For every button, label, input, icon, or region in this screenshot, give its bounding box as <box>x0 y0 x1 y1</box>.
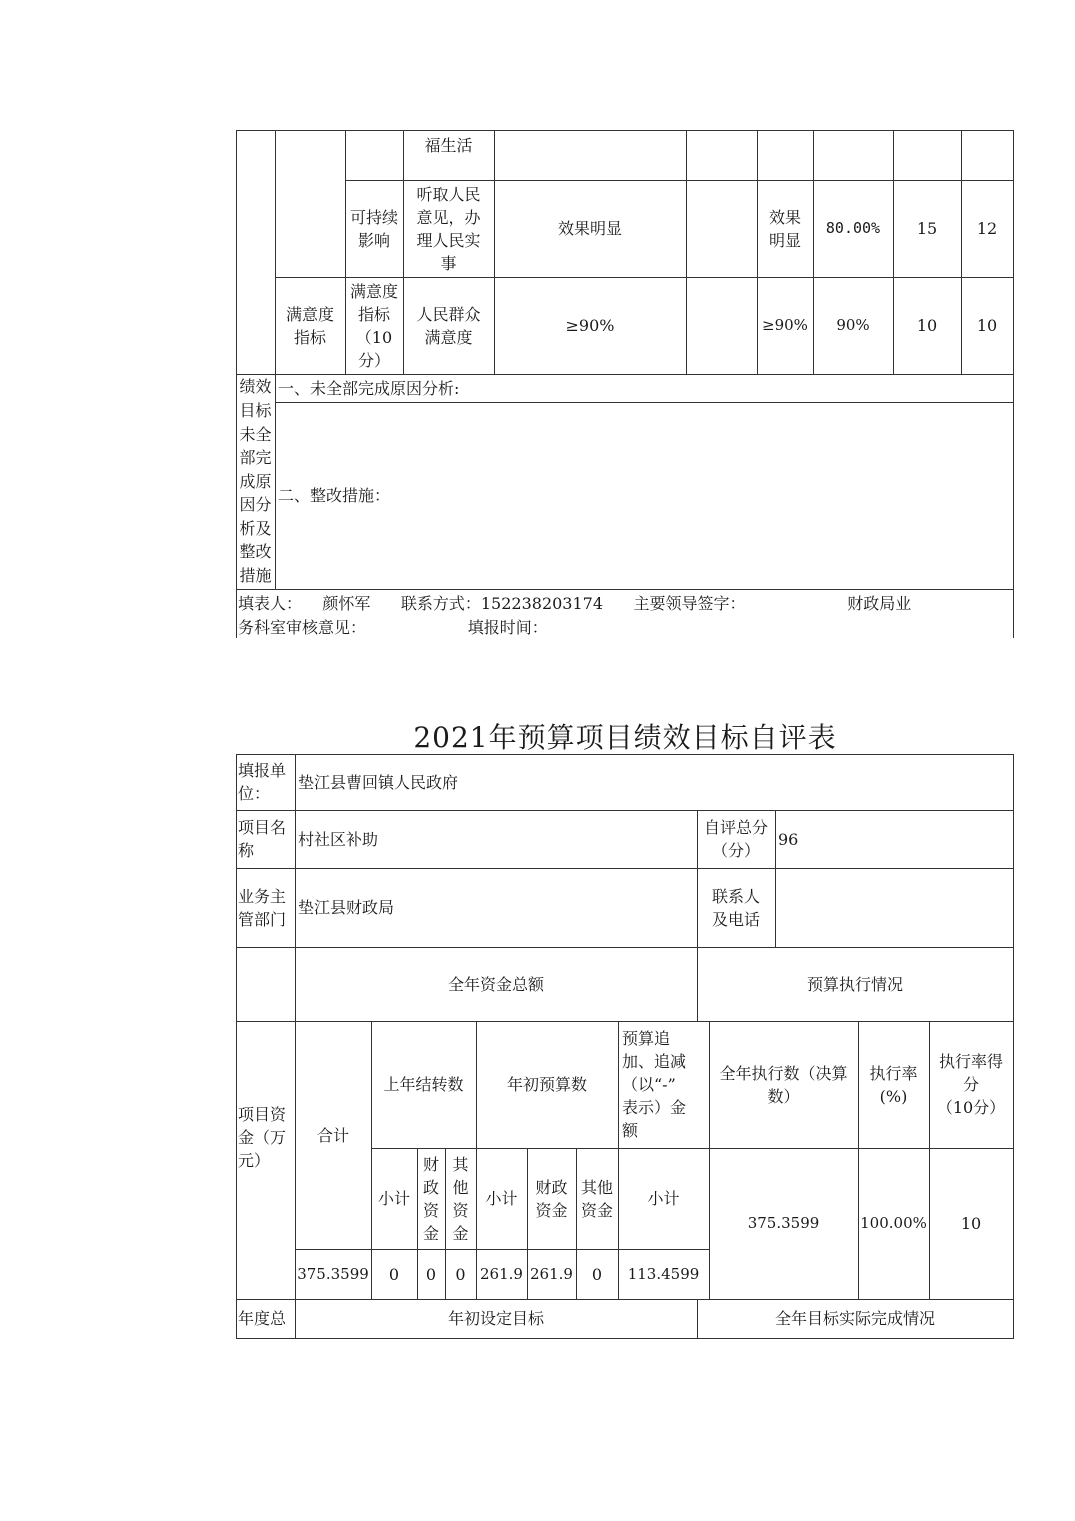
init-budget-header: 年初预算数 <box>506 1075 587 1094</box>
exec-rate-header: 执行率 (%) <box>869 1063 918 1106</box>
full-exec-header: 全年执行数（决算 数） <box>719 1063 848 1106</box>
init-qt-value: 0 <box>591 1264 603 1284</box>
annual-target-header: 年初设定目标 <box>447 1309 544 1328</box>
cell-kechixu-score: 12 <box>976 219 998 238</box>
prev-cz-header: 财 政 资 金 <box>422 1154 439 1243</box>
init-xiaoji-value: 261.9 <box>480 1264 523 1283</box>
exec-score-value: 10 <box>960 1214 982 1233</box>
page-title: 2021年预算项目绩效目标自评表 <box>413 721 837 754</box>
annual-label: 年度总 <box>238 1309 287 1328</box>
cell-kechixu-indicator: 听取人民 意见，办 理人民实 事 <box>416 184 481 273</box>
heji-header: 合计 <box>316 1125 349 1145</box>
rule <box>236 1338 1014 1339</box>
unit-label: 填报单 位： <box>238 761 287 803</box>
cell-manyidu-score: 10 <box>976 316 998 335</box>
unit-value: 垫江县曹回镇人民政府 <box>298 772 459 792</box>
dept-value: 垫江县财政局 <box>298 898 395 917</box>
init-cz-value: 261.9 <box>530 1264 573 1283</box>
budget-exec-header: 预算执行情况 <box>806 974 903 994</box>
cell-kechixu-label: 可持续 影响 <box>349 207 398 250</box>
cell-kechixu-target: 效果明显 <box>557 219 622 238</box>
analysis-reason: 一、未全部完成原因分析: <box>278 378 460 398</box>
project-name-label: 项目名 称 <box>238 818 287 860</box>
cell-kechixu-rate: 80.00% <box>825 219 881 237</box>
heji-value: 375.3599 <box>297 1264 369 1283</box>
cell-manyidu-category: 满意度 指标 <box>285 304 334 347</box>
prev-qt-value: 0 <box>455 1264 466 1284</box>
exec-rate-value: 100.00% <box>860 1214 927 1232</box>
init-qt-header: 其他 资金 <box>580 1177 613 1220</box>
init-xiaoji-header: 小计 <box>485 1189 518 1208</box>
adjust-header: 预算追 加、追减 （以“-” 表示）金 额 <box>622 1029 687 1140</box>
total-funds-header: 全年资金总额 <box>447 974 544 994</box>
rule <box>236 589 1014 590</box>
cell-manyidu-target: ≥90% <box>565 316 615 335</box>
prev-xiaoji-header: 小计 <box>377 1189 410 1208</box>
exec-score-header: 执行率得 分 （10分） <box>936 1052 1006 1117</box>
prev-qt-header: 其 他 资 金 <box>452 1154 469 1243</box>
contact-value <box>776 868 1012 947</box>
adjust-xiaoji-value: 113.4599 <box>627 1264 700 1283</box>
prev-carry-header: 上年结转数 <box>383 1075 464 1094</box>
dept-label: 业务主 管部门 <box>238 886 287 929</box>
rule <box>1013 754 1014 1338</box>
cell-manyidu-actual: ≥90% <box>762 316 808 334</box>
cell-kechixu-actual: 效果 明显 <box>768 207 801 250</box>
contact-label: 联系人 及电话 <box>711 886 760 929</box>
analysis-measures: 二、整改措施： <box>278 486 391 505</box>
footer-line1: 填表人： 颜怀军 联系方式：152238203174 主要领导签字： 财政局业 <box>238 594 912 613</box>
cell-manyidu-indicator: 人民群众 满意度 <box>416 304 481 347</box>
rule <box>236 130 1014 131</box>
cell-manyidu-rate: 90% <box>836 316 870 334</box>
annual-actual-header: 全年目标实际完成情况 <box>774 1309 935 1328</box>
init-cz-header: 财政 资金 <box>535 1177 568 1220</box>
prev-xiaoji-value: 0 <box>388 1264 400 1284</box>
cell-manyidu-label: 满意度 指标 （10 分） <box>349 281 398 370</box>
funds-label: 项目资 金（万 元） <box>238 1104 287 1170</box>
full-exec-value: 375.3599 <box>747 1214 820 1232</box>
prev-cz-value: 0 <box>425 1264 437 1284</box>
cell-manyidu-weight: 10 <box>916 316 938 335</box>
project-name-value: 村社区补助 <box>298 829 379 849</box>
cell-fushenghuo: 福生活 <box>424 135 473 155</box>
analysis-side-label: 绩效 目标 未全 部完 成原 因分 析及 整改 措施 <box>239 377 272 586</box>
rule <box>1013 130 1014 638</box>
rule <box>686 130 687 374</box>
score-value: 96 <box>778 829 799 849</box>
adjust-xiaoji-header: 小计 <box>647 1189 680 1208</box>
footer-line2: 务科室审核意见： 填报时间： <box>238 618 548 637</box>
cell-kechixu-weight: 15 <box>916 219 938 238</box>
score-label: 自评总分 （分） <box>703 818 768 860</box>
